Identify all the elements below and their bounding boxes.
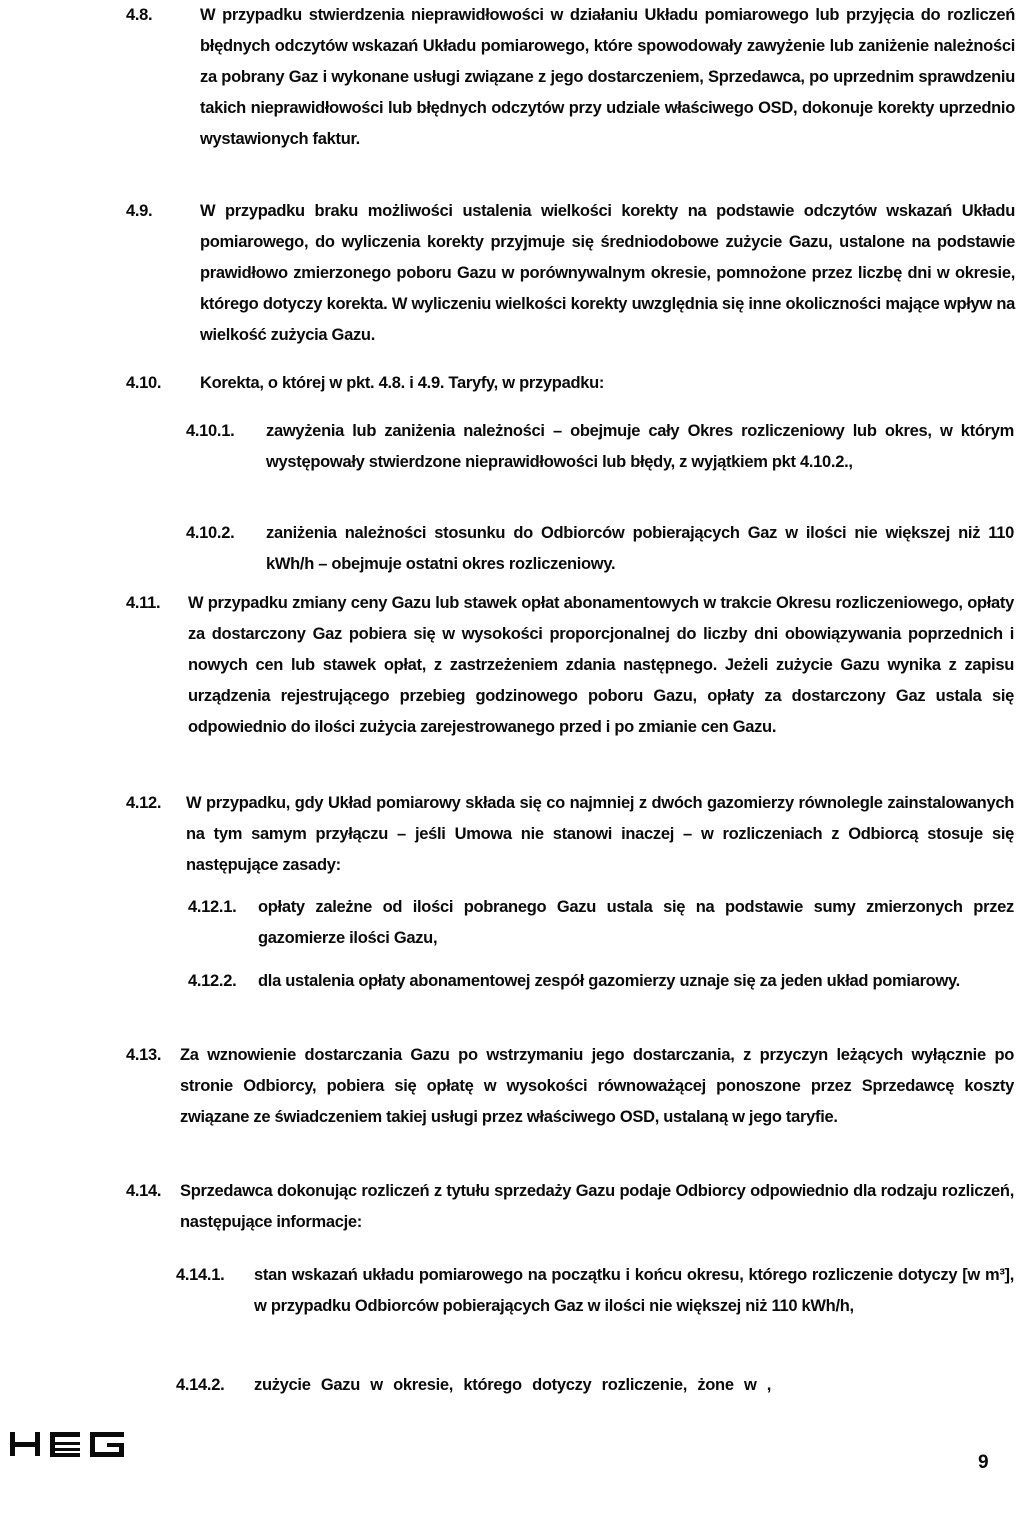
clause-text: Za wznowienie dostarczania Gazu po wstrzymaniu jego dostarczania, z przyczyn leżących wyłącznie po stronie Odbiorcy, pobiera się opłatę w wysokości równoważącej ponoszone przez Sprzedawcę koszty związane ze świadczeniem takiej usługi przez właściwego OSD, ustalaną w jego taryfie. <box>180 1046 1014 1126</box>
clause-text: Sprzedawca dokonując rozliczeń z tytułu sprzedaży Gazu podaje Odbiorcy odpowiednio dla rodzaju rozliczeń, następujące informacje: <box>180 1182 1014 1231</box>
clause-number: 4.10.1. <box>186 422 235 440</box>
clause-text: zawyżenia lub zaniżenia należności – obejmuje cały Okres rozliczeniowy lub okres, w którym występowały stwierdzone nieprawidłowości lub błędy, z wyjątkiem pkt 4.10.2., <box>266 422 1014 471</box>
company-logo <box>8 1428 128 1460</box>
clause-text: opłaty zależne od ilości pobranego Gazu ustala się na podstawie sumy zmierzonych przez gazomierze ilości Gazu, <box>258 898 1014 947</box>
clause-number: 4.10.2. <box>186 524 235 542</box>
clause-text: zaniżenia należności stosunku do Odbiorców pobierających Gaz w ilości nie większej niż 110 kWh/h – obejmuje ostatni okres rozliczeniowy. <box>266 524 1014 573</box>
clause-text: W przypadku stwierdzenia nieprawidłowości w działaniu Układu pomiarowego lub przyjęcia do rozliczeń błędnych odczytów wskazań Układu pomiarowego, które spowodowały zawyżenie lub zaniżenie należności za pobrany Gaz i wykonane usługi związane z jego dostarczeniem, Sprzedawca, po uprzednim sprawdzeniu takich nieprawidłowości lub błędnych odczytów przy udziale właściwego OSD, dokonuje korekty uprzednio wystawionych faktur. <box>200 6 1015 148</box>
clause-number: 4.10. <box>126 374 162 392</box>
clause-4-9 <box>126 196 1018 366</box>
clause-text: Korekta, o której w pkt. 4.8. i 4.9. Taryfy, w przypadku: <box>200 374 605 392</box>
clause-number: 4.9. <box>126 202 153 220</box>
clause-number: 4.13. <box>126 1046 162 1064</box>
clause-text: W przypadku braku możliwości ustalenia wielkości korekty na podstawie odczytów wskazań Układu pomiarowego, do wyliczenia korekty przyjmuje się średniodobowe zużycie Gazu, ustalone na podstawie prawidłowo zmierzonego poboru Gazu w porównywalnym okresie, pomnożone przez liczbę dni w okresie, którego dotyczy korekta. W wyliczeniu wielkości korekty uwzględnia się inne okoliczności mające wpływ na wielkość zużycia Gazu. <box>200 202 1015 344</box>
heg-logo-icon <box>8 1428 128 1460</box>
clause-number: 4.14.2. <box>176 1376 225 1394</box>
clause-4-10-2 <box>186 518 1016 584</box>
clause-4-11 <box>126 588 1018 778</box>
clause-4-12-1 <box>188 892 1016 958</box>
clause-4-10-1 <box>186 416 1016 516</box>
clause-4-12 <box>126 788 1018 888</box>
clause-number: 4.14.1. <box>176 1266 225 1284</box>
clause-4-14-2 <box>176 1370 1016 1404</box>
clause-text: zużycie Gazu w okresie, którego dotyczy rozliczenie, żone w , <box>254 1376 772 1394</box>
clause-text: dla ustalenia opłaty abonamentowej zespół gazomierzy uznaje się za jeden układ pomiarowy. <box>258 972 960 990</box>
clause-text: stan wskazań układu pomiarowego na początku i końcu okresu, którego rozliczenie dotyczy [w m³], w przypadku Odbiorców pobierających Gaz w ilości nie większej niż 110 kWh/h, <box>254 1266 1014 1315</box>
clause-text: W przypadku, gdy Układ pomiarowy składa się co najmniej z dwóch gazomierzy równolegle zainstalowanych na tym samym przyłączu – jeśli Umowa nie stanowi inaczej – w rozliczeniach z Odbiorcą stosuje się następujące zasady: <box>186 794 1014 874</box>
clause-number: 4.11. <box>126 594 161 612</box>
clause-4-8 <box>126 0 1018 190</box>
clause-number: 4.12.2. <box>188 972 237 990</box>
clause-number: 4.14. <box>126 1182 162 1200</box>
clause-number: 4.12.1. <box>188 898 237 916</box>
clause-number: 4.8. <box>126 6 153 24</box>
clause-4-10 <box>126 368 1018 402</box>
page-number: 9 <box>978 1452 989 1473</box>
clause-number: 4.12. <box>126 794 162 812</box>
clause-text: W przypadku zmiany ceny Gazu lub stawek opłat abonamentowych w trakcie Okresu rozliczeniowego, opłaty za dostarczony Gaz pobiera się w wysokości proporcjonalnej do liczby dni obowiązywania poprzednich i nowych cen lub stawek opłat, z zastrzeżeniem zdania następnego. Jeżeli zużycie Gazu wynika z zapisu urządzenia rejestrującego przebieg godzinowego poboru Gazu, opłaty za dostarczony Gaz ustala się odpowiednio do ilości zużycia zarejestrowanego przed i po zmianie cen Gazu. <box>188 594 1014 736</box>
clause-4-14 <box>126 1176 1018 1242</box>
clause-4-14-1 <box>176 1260 1016 1360</box>
clause-4-12-2 <box>188 966 1016 1032</box>
clause-4-13 <box>126 1040 1018 1170</box>
